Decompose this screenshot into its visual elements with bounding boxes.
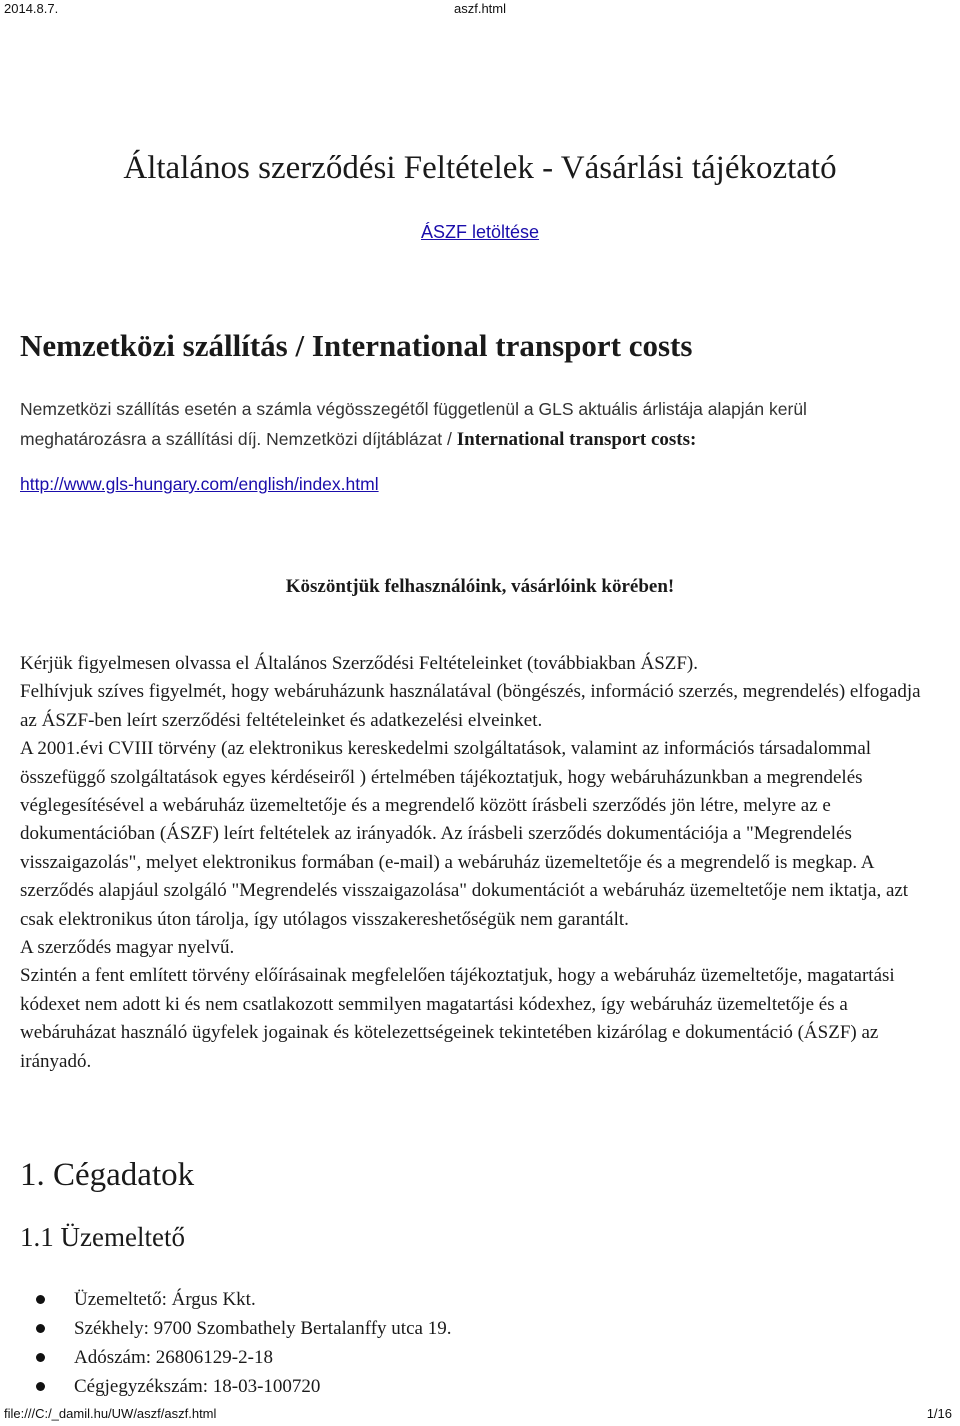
paragraph-intro: Kérjük figyelmesen olvassa el Általános Szerződési Feltételeinket (továbbiakban ÁSZF). — [20, 653, 699, 674]
bullet-icon — [36, 1353, 45, 1362]
company-list — [20, 1285, 451, 1401]
bullet-icon — [36, 1382, 45, 1391]
list-item — [20, 1343, 451, 1372]
list-item — [20, 1314, 451, 1343]
paragraph-code-of-conduct: Szintén a fent említett törvény előírásainak megfelelően tájékoztatjuk, hogy a webáruház üzemeltetője, magatartási kódexet nem adott ki és nem csatlakozott semmilyen magatartási kódexhez, így webáruház üzemeltetője és a webáruházat használó ügyfelek jogainak és kötelezettségeinek tekintetében kizárólag e dokumentáció (ÁSZF) az irányadó. — [20, 965, 895, 1072]
gls-link[interactable]: http://www.gls-hungary.com/english/index.html — [20, 474, 379, 494]
paragraph-law: A 2001.évi CVIII törvény (az elektronikus kereskedelmi szolgáltatások, valamint az információs társadalommal összefüggő szolgáltatások egyes kérdéseiről ) értelmében tájékoztatjuk, hogy webáruházunkban a megrendelés véglegesítésével a webáruház üzemeltetője és a megrendelő között írásbeli szerződés jön létre, melyre az e dokumentációban (ÁSZF) leírt feltételek az irányadók. Az írásbeli szerződés dokumentációja a "Megrendelés visszaigazolás", melyet elektronikus formában (e-mail) a webáruház üzemeltetője és a megrendelő is megkap. A szerződés alapjául szolgáló "Megrendelés visszaigazolása" dokumentációt a webáruház üzemeltetője nem iktatja, azt csak elektronikus úton tárolja, így utólagos visszakereshetőségük nem garantált. — [20, 738, 909, 930]
bullet-icon — [36, 1295, 45, 1304]
welcome-heading: Köszöntjük felhasználóink, vásárlóink körében! — [285, 576, 675, 597]
list-item-text: Székhely: 9700 Szombathely Bertalanffy utca 19. — [74, 1318, 452, 1339]
terms-body — [20, 650, 940, 1076]
paragraph-acceptance: Felhívjuk szíves figyelmét, hogy webáruházunk használatával (böngészés, információ szerzés, megrendelés) elfogadja az ÁSZF-ben leírt szerződési feltételeinket és adatkezelési elveinket. — [20, 681, 921, 731]
page-title: Általános szerződési Feltételek - Vásárlási tájékoztató — [123, 150, 837, 186]
print-date: 2014.8.7. — [4, 1, 59, 16]
list-item — [20, 1285, 451, 1314]
print-header — [0, 0, 960, 20]
print-file-path: file:///C:/_damil.hu/UW/aszf/aszf.html — [4, 1406, 217, 1421]
aszf-download-link[interactable]: ÁSZF letöltése — [420, 222, 540, 242]
paragraph-language: A szerződés magyar nyelvű. — [20, 937, 235, 959]
list-item-text: Üzemeltető: Árgus Kkt. — [74, 1289, 256, 1310]
list-item — [20, 1372, 451, 1401]
bullet-icon — [36, 1324, 45, 1333]
transport-bold-text: International transport costs: — [456, 429, 697, 450]
list-item-text: Cégjegyzékszám: 18-03-100720 — [74, 1376, 321, 1397]
transport-text: Nemzetközi szállítás esetén a számla végösszegétől függetlenül a GLS aktuális árlistája alapján kerül meghatározásra a szállítási díj. Nemzetközi díjtáblázat / — [20, 399, 807, 449]
print-footer — [0, 1405, 960, 1425]
transport-paragraph — [20, 394, 920, 455]
list-item-text: Adószám: 26806129-2-18 — [74, 1347, 273, 1368]
download-link-wrapper — [20, 222, 940, 243]
company-heading: 1. Cégadatok — [20, 1157, 195, 1193]
transport-heading: Nemzetközi szállítás / International transport costs — [20, 328, 693, 363]
gls-link-wrapper — [20, 474, 379, 495]
print-page-number: 1/16 — [926, 1406, 952, 1421]
operator-heading: 1.1 Üzemeltető — [20, 1222, 185, 1252]
print-filename: aszf.html — [453, 1, 506, 16]
